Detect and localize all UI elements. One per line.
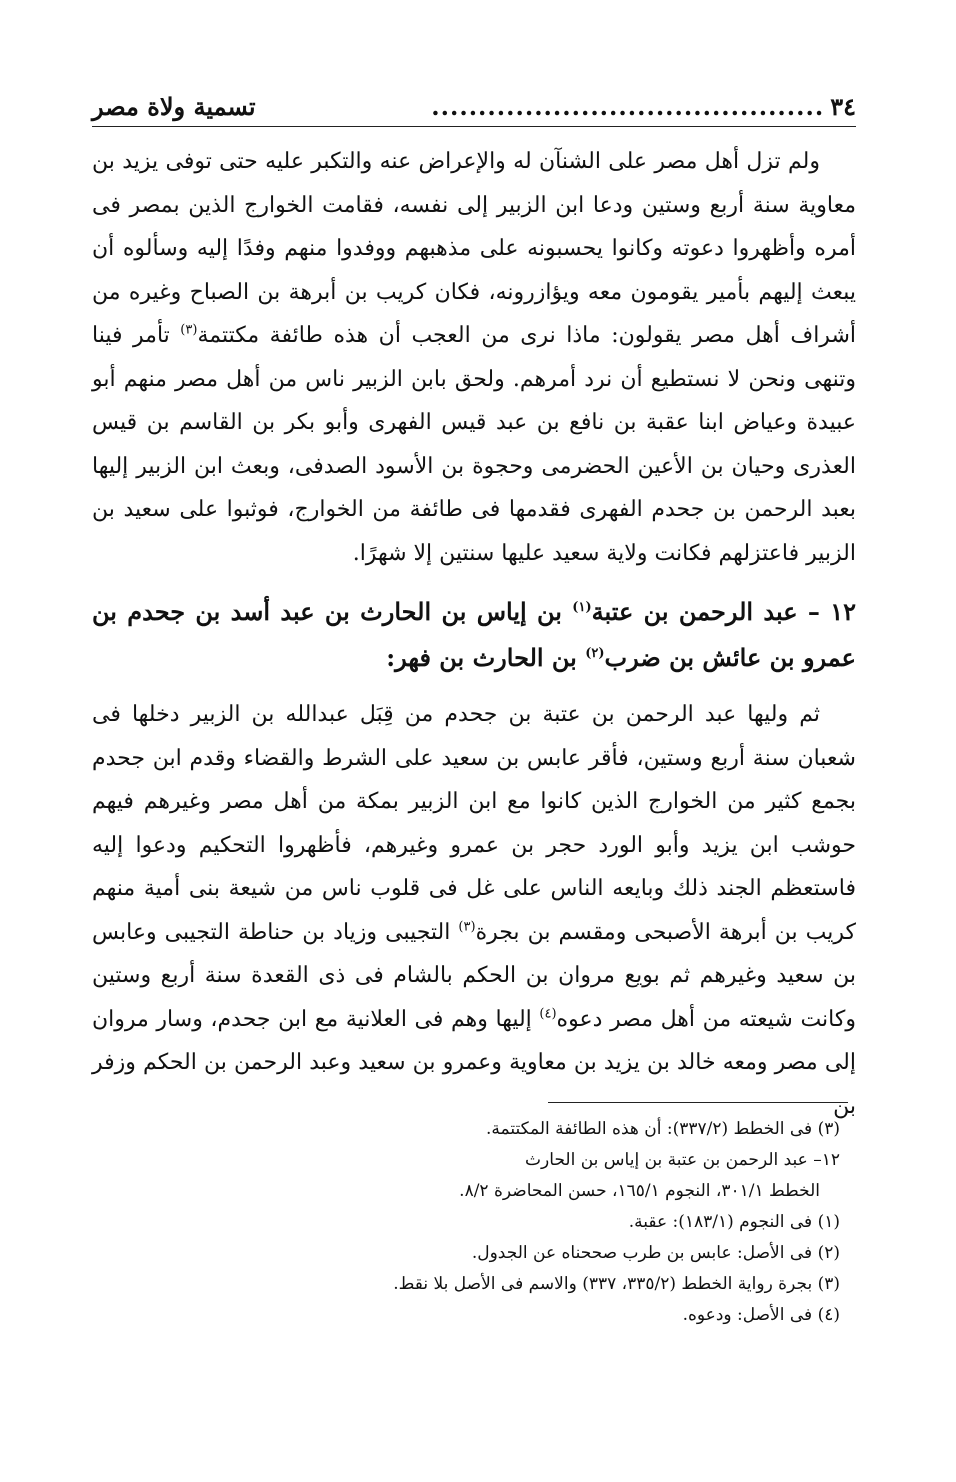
footnote-entry-12: ١٢– عبد الرحمن بن عتبة بن إياس بن الحارث: [525, 1150, 840, 1170]
main-text: [92, 140, 856, 1128]
footnote-3a: (٣) فى الخطط (٣٣٧/٢): أن هذه الطائفة المكتتمة.: [486, 1119, 840, 1139]
paragraph-2-text-mid: التجيبى وزياد بن حناطة التجيبى وعابس بن سعيد وغيرهم ثم بويع مروان بن الحكم بالشام فى ذى القعدة سنة أربع وستين وكانت شيعته من أهل مصر دعوه: [92, 919, 856, 1032]
footnote-ref-3[interactable]: (٣): [180, 322, 198, 338]
footnote-divider: [548, 1102, 848, 1103]
entry-name-part-2: بن إياس بن الحارث بن عبد أسد بن جحدم بن عمرو بن عائش بن ضرب: [92, 597, 856, 672]
footnotes: [240, 1114, 840, 1331]
entry-name-part-3: بن الحارث بن فهر:: [386, 643, 586, 672]
footnote-ref-2[interactable]: (٢): [585, 646, 605, 661]
paragraph-2: [92, 693, 856, 1128]
footnote-ref-3b[interactable]: (٣): [458, 919, 476, 935]
page-number: ٣٤: [830, 92, 856, 121]
paragraph-2-text: ثم وليها عبد الرحمن بن عتبة بن جحدم من قِبَل عبدالله بن الزبير دخلها فى شعبان سنة أربع وستين، فأقر عابس بن سعيد على الشرط والقضاء وقدم ابن جحدم بجمع كثير من الخوارج الذين كانوا مع ابن الزبير بمكة من أهل مصر وغيرهم فيهم حوشب ابن يزيد وأبو الورد حجر بن عمرو وغيرهم، فأظهروا التحكيم ودعوا إليه فاستعظم الجند ذلك وبايعه الناس على غل فى قلوب ناس من شيعة بنى أمية منهم كريب بن أبرهة الأصبحى ومقسم بن بجرة: [92, 702, 856, 945]
entry-heading: [92, 589, 856, 681]
footnote-entry-12-sources: الخطط ٣٠١/١، النجوم ١٦٥/١، حسن المحاضرة ٨/٢.: [459, 1181, 820, 1201]
footnote-1: (١) فى النجوم (١٨٣/١): عقبة.: [628, 1212, 840, 1232]
paragraph-2-text-end: إليها وهم فى العلانية مع ابن جحدم، وسار مروان إلى مصر ومعه خالد بن يزيد بن معاوية وعمرو بن سعيد وعبد الرحمن بن الحكم وزفر بن: [92, 1006, 856, 1119]
paragraph-1-text-rest: تأمر فينا وتنهى ونحن لا نستطيع أن نرد أمرهم. ولحق بابن الزبير ناس من أهل مصر منهم أبو عبيدة وعياض ابنا عقبة بن نافع بن عبد قيس الفهرى وأبو بكر بن القاسم بن قيس العذرى وحيان بن الأعين الحضرمى وحجوة بن الأسود الصدفى، وبعث ابن الزبير إليها بعبد الرحمن بن جحدم الفهرى فقدمها فى طائفة من الخوارج، فوثبوا على سعيد بن الزبير فاعتزلهم فكانت ولاية سعيد عليها سنتين إلا شهرًا.: [92, 323, 856, 566]
footnote-ref-4[interactable]: (٤): [539, 1006, 557, 1022]
paragraph-1: [92, 140, 856, 575]
header-leader-dots: ..........................................: [431, 92, 825, 121]
entry-name-part-1: عبد الرحمن بن عتبة: [591, 597, 808, 626]
footnote-2: (٢) فى الأصل: عابس بن طرب صححناه عن الجدول.: [471, 1243, 840, 1263]
header-title: تسمية ولاة مصر: [92, 92, 256, 121]
footnote-3b: (٣) بجرة رواية الخطط (٣٣٥/٢، ٣٣٧) والاسم فى الأصل بلا نقط.: [393, 1274, 840, 1294]
footnote-ref-1[interactable]: (١): [572, 600, 592, 615]
paragraph-1-text: ولم تزل أهل مصر على الشنآن له والإعراض عنه والتكبر عليه حتى توفى يزيد بن معاوية سنة أربع وستين ودعا ابن الزبير إلى نفسه، فقامت الخوارج الذين بمصر فى أمره وأظهروا دعوته وكانوا يحسبونه على مذهبهم ووفدوا منهم وفدًا إليه وسألوه أن يبعث إليهم بأمير يقومون معه ويؤازرونه، فكان كريب بن أبرهة بن الصباح وغيره من أشراف أهل مصر يقولون: ماذا نرى من العجب أن هذه طائفة مكتتمة: [92, 149, 856, 348]
entry-number: ١٢ –: [807, 597, 857, 626]
footnote-4: (٤) فى الأصل: ودعوه.: [682, 1305, 840, 1325]
running-header: [92, 82, 856, 127]
